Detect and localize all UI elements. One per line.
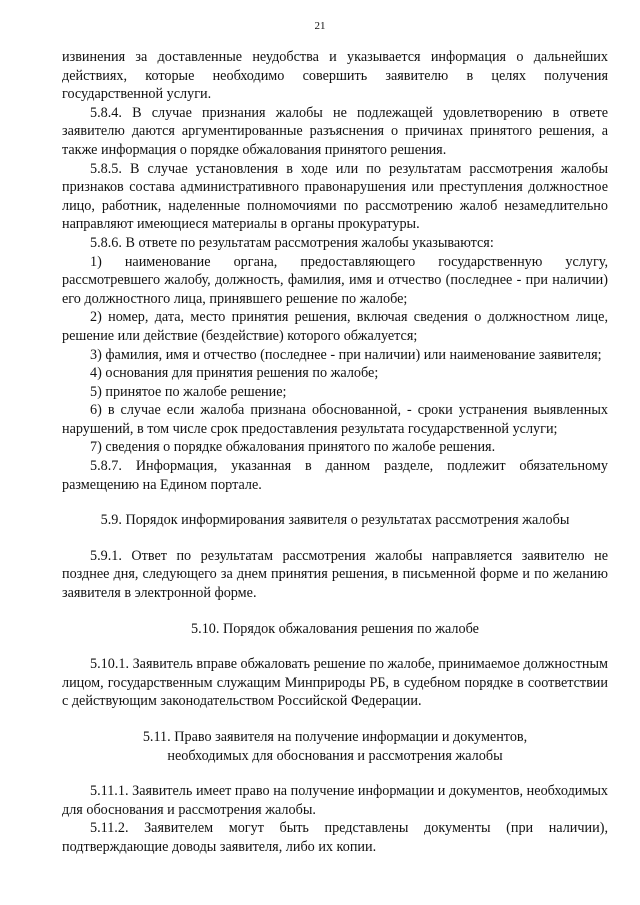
paragraph-5-11-1: 5.11.1. Заявитель имеет право на получение информации и документов, необходимых для обоснования и рассмотрения жалобы. <box>62 783 608 818</box>
paragraph-5-10-1: 5.10.1. Заявитель вправе обжаловать решение по жалобе, принимаемое должностным лицом, государственным служащим Минприроды РБ, в судебном порядке в соответствии с действующим законодательством Российской Федерации. <box>62 656 608 710</box>
page-number: 21 <box>314 20 326 32</box>
section-heading-5-9: 5.9. Порядок информирования заявителя о результатах рассмотрения жалобы <box>100 512 570 529</box>
list-item-1: 1) наименование органа, предоставляющего государственную услугу, рассмотревшего жалобу, должность, фамилия, имя и отчество (последнее - при наличии) его должностного лица, принявшего решение по жалобе; <box>62 253 608 307</box>
list-item-7: 7) сведения о порядке обжалования принятого по жалобе решения. <box>90 439 496 456</box>
section-heading-5-11-line-1: 5.11. Право заявителя на получение информации и документов, <box>142 729 528 745</box>
paragraph-5-8-7: 5.8.7. Информация, указанная в данном разделе, подлежит обязательному размещению на Едином портале. <box>62 458 608 493</box>
document-body <box>62 48 608 857</box>
section-heading-5-11 <box>62 728 608 765</box>
paragraph-continuation: извинения за доставленные неудобства и указывается информация о дальнейших действиях, которые необходимо совершить заявителю в целях получения государственной услуги. <box>62 49 608 103</box>
list-item-2: 2) номер, дата, место принятия решения, включая сведения о должностном лице, решение или действие (бездействие) которого обжалуется; <box>62 309 608 344</box>
section-heading-5-10: 5.10. Порядок обжалования решения по жалобе <box>191 620 479 637</box>
list-item-4: 4) основания для принятия решения по жалобе; <box>90 365 379 382</box>
list-item-3: 3) фамилия, имя и отчество (последнее - при наличии) или наименование заявителя; <box>90 346 602 363</box>
paragraph-5-11-2: 5.11.2. Заявителем могут быть представлены документы (при наличии), подтверждающие доводы заявителя, либо их копии. <box>62 820 608 855</box>
paragraph-5-8-4: 5.8.4. В случае признания жалобы не подлежащей удовлетворению в ответе заявителю даются аргументированные разъяснения о причинах принятого решения, а также информация о порядке обжалования принятого решения. <box>62 104 608 158</box>
list-item-5: 5) принятое по жалобе решение; <box>90 383 287 400</box>
paragraph-5-8-6: 5.8.6. В ответе по результатам рассмотрения жалобы указываются: <box>90 234 494 251</box>
list-item-6: 6) в случае если жалоба признана обоснованной, - сроки устранения выявленных нарушений, в том числе срок предоставления результата государственной услуги; <box>62 402 608 437</box>
section-heading-5-11-line-2: необходимых для обоснования и рассмотрения жалобы <box>167 747 503 764</box>
paragraph-5-8-5: 5.8.5. В случае установления в ходе или по результатам рассмотрения жалобы признаков состава административного правонарушения или преступления должностное лицо, работник, наделенные полномочиями по рассмотрению жалоб незамедлительно направляют имеющиеся материалы в органы прокуратуры. <box>62 160 608 233</box>
paragraph-5-9-1: 5.9.1. Ответ по результатам рассмотрения жалобы направляется заявителю не позднее дня, следующего за днем принятия решения, в письменной форме и по желанию заявителя в электронной форме. <box>62 547 608 602</box>
